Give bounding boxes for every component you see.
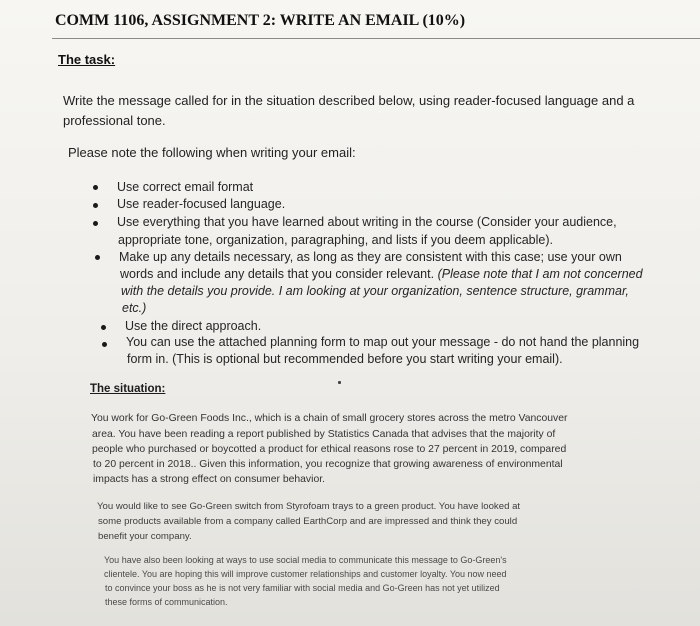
- paragraph-line: benefit your company.: [98, 531, 192, 542]
- bullet-dot: [102, 342, 107, 347]
- paragraph-line: area. You have been reading a report published by Statistics Canada that advises that the majority of: [92, 429, 556, 440]
- bullet-dot: [93, 203, 98, 208]
- paragraph-line: people who purchased or boycotted a product for ethical reasons rose to 27 percent in 2019, compared: [92, 444, 567, 455]
- situation-heading: The situation:: [90, 383, 166, 395]
- bullet-text-italic: with the details you provide. I am looking at your organization, sentence structure, grammar,: [121, 284, 629, 298]
- bullet-line: You can use the attached planning form to map out your message - do not hand the planning: [126, 335, 640, 349]
- title-underline: [52, 38, 700, 39]
- bullet-line: Use the direct approach.: [125, 319, 262, 333]
- task-heading: The task:: [58, 52, 116, 67]
- bullet-line: [122, 300, 146, 317]
- paragraph-line: some products available from a company called EarthCorp and are impressed and think they could: [98, 516, 518, 527]
- bullet-dot: [93, 185, 98, 190]
- paragraph-line: to 20 percent in 2018.. Given this information, you recognize that growing awareness of environmental: [93, 459, 563, 470]
- bullet-dot: [95, 255, 100, 260]
- bullet-line: form in. (This is optional but recommended before you start writing your email).: [127, 352, 563, 366]
- intro-line: Write the message called for in the situation described below, using reader-focused language and a: [63, 93, 635, 108]
- paragraph-line: impacts has a strong effect on consumer behavior.: [93, 474, 325, 485]
- bullet-text-italic: (Please note that I am not concerned: [437, 267, 643, 281]
- bullet-text-regular: words and include any details that you consider relevant.: [120, 267, 438, 281]
- paragraph-line: to convince your boss as he is not very familiar with social media and Go-Green has not yet utilized: [105, 583, 500, 593]
- intro-line: professional tone.: [63, 113, 166, 128]
- bullet-line: Use reader-focused language.: [117, 197, 286, 211]
- paper-speck: [338, 381, 341, 384]
- paragraph-line: You work for Go-Green Foods Inc., which is a chain of small grocery stores across the metro Vancouver: [91, 413, 568, 424]
- paragraph-line: You would like to see Go-Green switch from Styrofoam trays to a green product. You have looked at: [97, 501, 521, 512]
- bullet-line: [120, 266, 643, 283]
- bullet-line: Use correct email format: [117, 180, 254, 194]
- assignment-title: COMM 1106, ASSIGNMENT 2: WRITE AN EMAIL (10%): [55, 12, 466, 29]
- bullet-text-italic: etc.): [122, 301, 147, 315]
- writing-note: Please note the following when writing your email:: [68, 145, 356, 160]
- bullet-dot: [93, 221, 98, 226]
- paragraph-line: these forms of communication.: [105, 597, 228, 607]
- paragraph-line: You have also been looking at ways to use social media to communicate this message to Go-Green's: [104, 555, 507, 565]
- bullet-line: appropriate tone, organization, paragraphing, and lists if you deem applicable).: [118, 233, 553, 247]
- bullet-line: Make up any details necessary, as long as they are consistent with this case; use your own: [119, 250, 622, 264]
- bullet-line: [121, 283, 629, 300]
- task-intro: [63, 91, 663, 131]
- bullet-line: Use everything that you have learned about writing in the course (Consider your audience,: [117, 215, 617, 229]
- bullet-dot: [101, 325, 106, 330]
- paragraph-line: clientele. You are hoping this will improve customer relationships and customer loyalty. You now need: [104, 569, 507, 579]
